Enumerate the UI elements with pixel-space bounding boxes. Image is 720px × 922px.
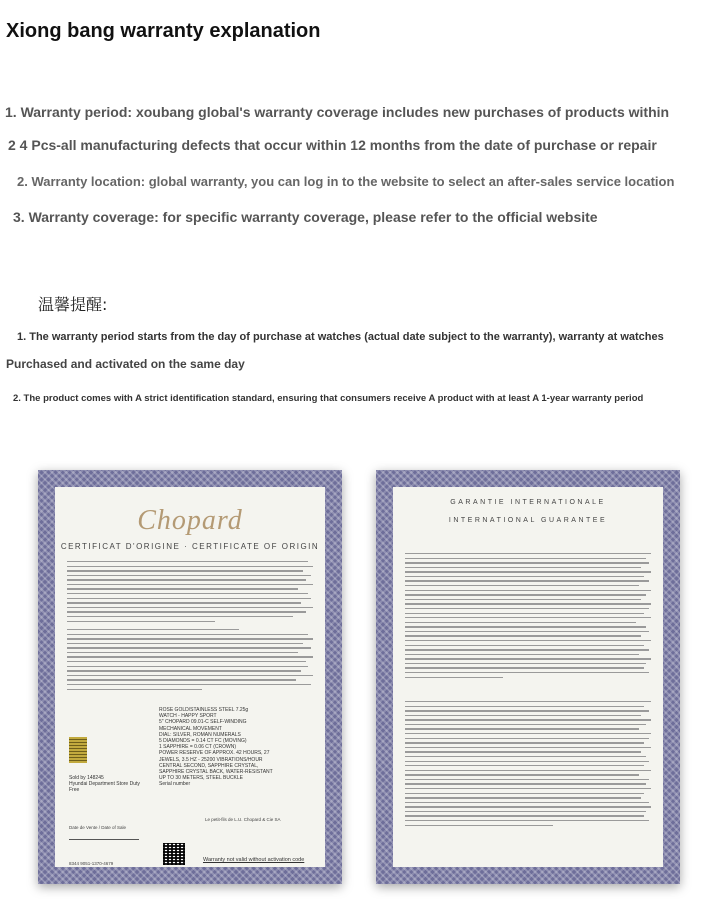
international-guarantee-image — [376, 470, 680, 884]
guarantee-text-fr — [405, 553, 651, 681]
sold-by-info: Sold by 148245 Hyundai Department Store Duty Free — [69, 775, 140, 793]
reminder-heading: 温馨提醒: — [38, 295, 108, 314]
guarantee-paper — [393, 487, 663, 867]
guarantee-heading-en: INTERNATIONAL GUARANTEE — [448, 517, 608, 524]
date-of-sale-label: Date de Vente / Date of Sale — [69, 825, 127, 830]
date-line — [69, 839, 139, 840]
guarantee-text-en — [405, 701, 651, 829]
certificate-paper — [55, 487, 325, 867]
qr-code — [163, 843, 185, 865]
reminder-note-1-continued: Purchased and activated on the same day — [6, 357, 245, 371]
certificate-heading: CERTIFICAT D'ORIGINE · CERTIFICATE OF ORIGIN — [60, 542, 320, 551]
certificate-text-block-2 — [67, 629, 313, 693]
certificate-of-origin-image — [38, 470, 342, 884]
reminder-note-1: 1. The warranty period starts from the day of purchase at watches (actual date subject to the warranty), warranty at watches — [17, 331, 664, 343]
warranty-coverage-line: 3. Warranty coverage: for specific warranty coverage, please refer to the official website — [13, 209, 598, 225]
certificate-text-block — [67, 561, 313, 625]
signature-line: Le petit-fils de L.U. Chopard & Cie SA — [205, 817, 281, 822]
watch-specifications: ROSE GOLD/STAINLESS STEEL 7.25g WATCH - HAPPY SPORT 5" CHOPARD 09.01-C SELF-WINDING MECHANICAL MOVEMENT DIAL: SILVER, ROMAN NUMERALS 5 DIAMONDS = 0.14 CT FC (MOVING) 1 SAPPHIRE = 0.06 CT (CROWN) POWER RESERVE OF APPROX. 42 HOURS, 27 JEWELS, 3.5 HZ - 25200 VIBRATIONS/HOUR CENTRAL SECOND, SAPPHIRE CRYSTAL, SAPPHIRE CRYSTAL BACK, WATER-RESISTANT UP TO 30 METERS, STEEL BUCKLE Serial number — [159, 707, 273, 788]
warranty-location-line: 2. Warranty location: global warranty, you can log in to the website to select an after-sales service location — [17, 174, 675, 189]
chopard-logo: Chopard — [137, 505, 243, 536]
reminder-note-2: 2. The product comes with A strict identification standard, ensuring that consumers receive A product with at least A 1-year warranty period — [13, 393, 644, 404]
warranty-validity-note: Warranty not valid without activation code — [203, 857, 305, 863]
page-title: Xiong bang warranty explanation — [6, 20, 321, 42]
hologram-sticker — [69, 737, 87, 763]
warranty-period-line: 1. Warranty period: xoubang global's warranty coverage includes new purchases of products within — [5, 104, 670, 120]
manufacturing-defects-line: 2 4 Pcs-all manufacturing defects that occur within 12 months from the date of purchase or repair — [8, 137, 657, 153]
guarantee-heading-fr: GARANTIE INTERNATIONALE — [450, 499, 606, 506]
certificate-code: 8344 9051-1370-4679 — [69, 861, 114, 866]
